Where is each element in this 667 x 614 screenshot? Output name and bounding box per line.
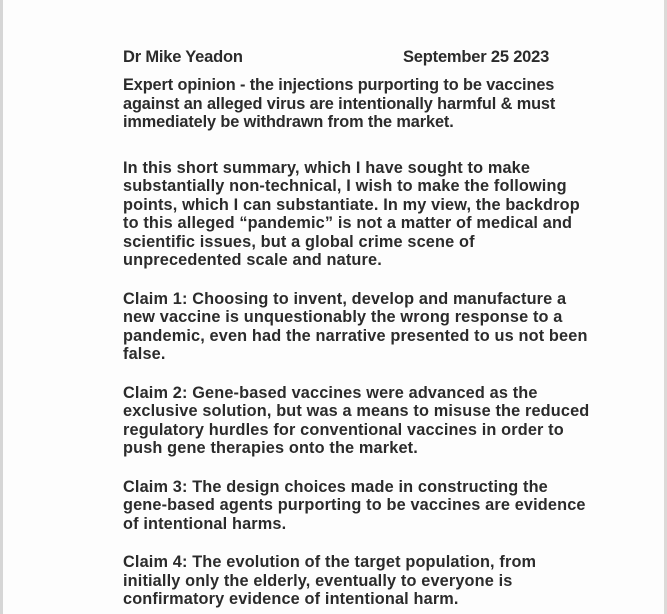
document-header (123, 48, 593, 68)
claim-3-paragraph: Claim 3: The design choices made in constructing the gene-based agents purporting to be vaccines are evidence of intentional harms. (123, 477, 586, 533)
document-subtitle: Expert opinion - the injections purporting to be vaccines against an alleged virus are intentionally harmful & must immediately be withdrawn from the market. (123, 76, 556, 131)
document-page (123, 48, 593, 609)
author-name: Dr Mike Yeadon (123, 48, 243, 66)
document-date: September 25 2023 (403, 48, 550, 66)
page-edge-left (0, 0, 3, 614)
claim-1-paragraph: Claim 1: Choosing to invent, develop and manufacture a new vaccine is unquestionably the wrong response to a pandemic, even had the narrative presented to us not been false. (123, 289, 588, 363)
claim-4-paragraph: Claim 4: The evolution of the target population, from initially only the elderly, eventually to everyone is confirmatory evidence of intentional harm. (123, 553, 537, 608)
claim-2-paragraph: Claim 2: Gene-based vaccines were advanced as the exclusive solution, but was a means to misuse the reduced regulatory hurdles for conventional vaccines in order to push gene therapies onto the market. (123, 383, 590, 457)
intro-paragraph: In this short summary, which I have sought to make substantially non-technical, I wish to make the following points, which I can substantiate. In my view, the backdrop to this alleged “pandemic” is not a matter of medical and scientific issues, but a global crime scene of unprecedented scale and nature. (123, 158, 580, 269)
